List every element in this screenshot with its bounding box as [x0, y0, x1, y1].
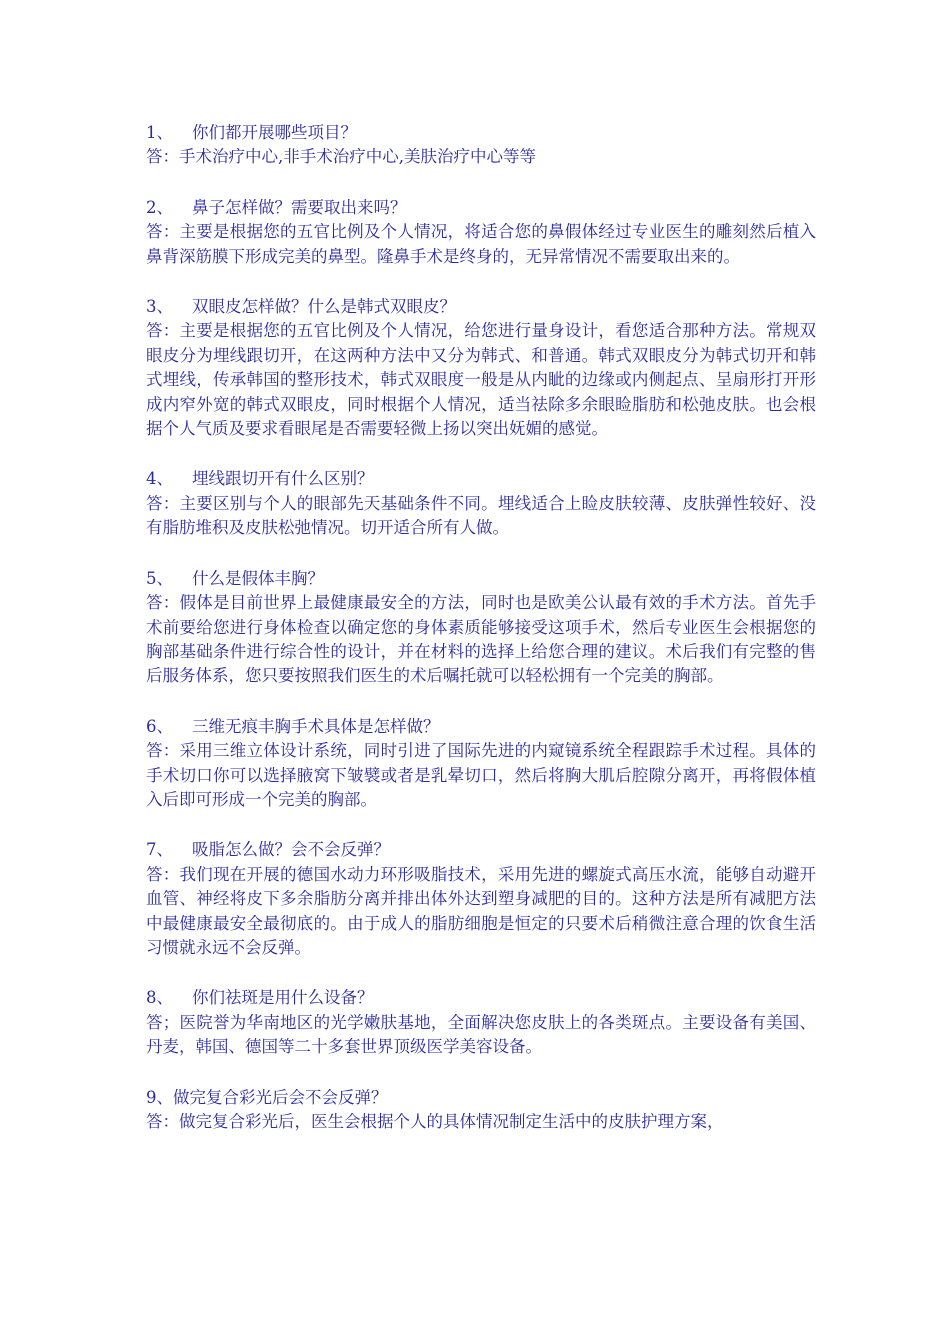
question-text: 三维无痕丰胸手术具体是怎样做？	[192, 716, 440, 736]
question-text: 鼻子怎样做？需要取出来吗？	[192, 197, 407, 217]
faq-question	[146, 715, 816, 739]
faq-question	[146, 567, 816, 591]
question-number: 5、	[146, 568, 173, 588]
faq-answer: 答：主要区别与个人的眼部先天基础条件不同。埋线适合上睑皮肤较薄、皮肤弹性较好、没有脂肪堆积及皮肤松弛情况。切开适合所有人做。	[146, 493, 816, 538]
faq-item-5	[146, 567, 816, 689]
faq-answer: 答：主要是根据您的五官比例及个人情况，将适合您的鼻假体经过专业医生的雕刻然后植入鼻背深筋膜下形成完美的鼻型。隆鼻手术是终身的，无异常情况不需要取出来的。	[146, 222, 816, 266]
faq-question	[146, 196, 816, 220]
question-number: 9、	[146, 1087, 173, 1107]
faq-question	[146, 295, 816, 319]
faq-answer: 答：做完复合彩光后，医生会根据个人的具体情况制定生活中的皮肤护理方案，	[146, 1112, 724, 1131]
question-number: 8、	[146, 988, 173, 1008]
faq-question	[146, 1086, 816, 1110]
faq-item-8	[146, 986, 816, 1059]
faq-item-3	[146, 295, 816, 441]
question-text: 吸脂怎么做？会不会反弹？	[192, 840, 390, 860]
question-number: 7、	[146, 840, 173, 860]
question-number: 3、	[146, 297, 173, 317]
question-text: 埋线跟切开有什么区别？	[192, 469, 374, 489]
faq-answer: 答；医院誉为华南地区的光学嫩肤基地，全面解决您皮肤上的各类斑点。主要设备有美国、丹麦，韩国、德国等二十多套世界顶级医学美容设备。	[146, 1012, 816, 1057]
faq-item-7	[146, 838, 816, 960]
question-number: 2、	[146, 197, 173, 217]
question-number: 1、	[146, 123, 173, 142]
question-text: 你们祛斑是用什么设备？	[192, 988, 374, 1008]
faq-item-1	[146, 121, 816, 170]
faq-item-6	[146, 715, 816, 813]
question-text: 双眼皮怎样做？什么是韩式双眼皮？	[192, 297, 456, 317]
faq-item-9	[146, 1086, 816, 1135]
question-text: 什么是假体丰胸？	[192, 568, 324, 588]
faq-question	[146, 121, 816, 145]
faq-question	[146, 986, 816, 1010]
question-text: 做完复合彩光后会不会反弹？	[173, 1087, 388, 1107]
faq-answer: 答：我们现在开展的德国水动力环形吸脂技术，采用先进的螺旋式高压水流，能够自动避开血管、神经将皮下多余脂肪分离并排出体外达到塑身减肥的目的。这种方法是所有减肥方法中最健康最安全最彻底的。由于成人的脂肪细胞是恒定的只要术后稍微注意合理的饮食生活习惯就永远不会反弹。	[146, 864, 816, 957]
question-text: 你们都开展哪些项目？	[192, 123, 357, 142]
faq-question	[146, 838, 816, 862]
faq-question	[146, 467, 816, 491]
question-number: 4、	[146, 469, 173, 489]
faq-document	[146, 121, 816, 1160]
faq-item-2	[146, 196, 816, 269]
faq-answer: 答：采用三维立体设计系统，同时引进了国际先进的内窥镜系统全程跟踪手术过程。具体的手术切口你可以选择腋窝下皱襞或者是乳晕切口，然后将胸大肌后腔隙分离开，再将假体植入后即可形成一个完美的胸部。	[146, 741, 816, 809]
faq-answer: 答：手术治疗中心,非手术治疗中心,美肤治疗中心等等	[146, 147, 536, 167]
faq-answer: 答：主要是根据您的五官比例及个人情况，给您进行量身设计，看您适合那种方法。常规双眼皮分为埋线跟切开，在这两种方法中又分为韩式、和普通。韩式双眼皮分为韩式切开和韩式埋线，传承韩国的整形技术，韩式双眼度一般是从内眦的边缘或内侧起点、呈扇形打开形成内窄外宽的韩式双眼皮，同时根据个人情况，适当祛除多余眼睑脂肪和松弛皮肤。也会根据个人气质及要求看眼尾是否需要轻微上扬以突出妩媚的感觉。	[146, 321, 816, 439]
question-number: 6、	[146, 716, 173, 736]
faq-answer: 答：假体是目前世界上最健康最安全的方法，同时也是欧美公认最有效的手术方法。首先手术前要给您进行身体检查以确定您的身体素质能够接受这项手术，然后专业医生会根据您的胸部基础条件进行综合性的设计，并在材料的选择上给您合理的建议。术后我们有完整的售后服务体系，您只要按照我们医生的术后嘱托就可以轻松拥有一个完美的胸部。	[146, 593, 816, 686]
faq-item-4	[146, 467, 816, 540]
